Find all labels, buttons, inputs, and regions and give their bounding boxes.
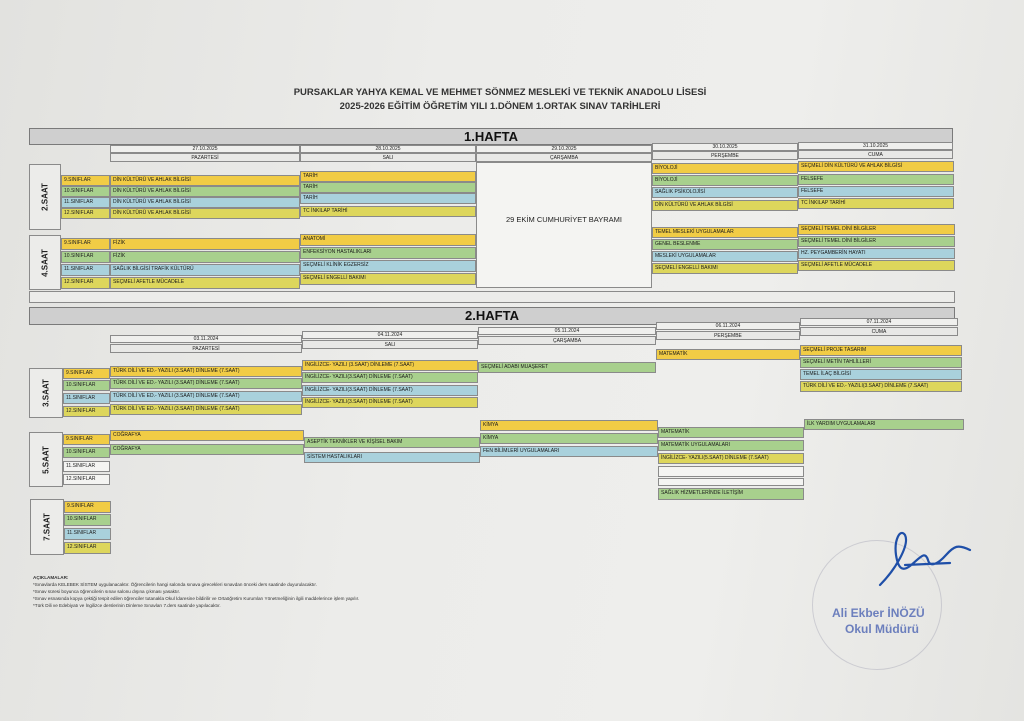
holiday-label: 29 EKİM CUMHURİYET BAYRAMI [506,215,622,224]
week1-date-mon: 27.10.2025 [110,145,300,153]
school-title: PURSAKLAR YAHYA KEMAL VE MEHMET SÖNMEZ MESLEKİ VE TEKNİK ANADOLU LİSESİ [293,87,707,98]
exam-cell: FİZİK [110,251,300,263]
principal-role: Okul Müdürü [845,622,919,636]
exam-cell: İNGİLİZCE- YAZILI(3.SAAT) DİNLEME (7.SAAT) [302,372,478,383]
exam-cell: SEÇMELİ AFETLE MÜCADELE [798,260,955,271]
exam-cell: İNGİLİZCE- YAZILI (3.SAAT) DİNLEME (7.SAAT) [302,360,478,371]
exam-subtitle: 2025-2026 EĞİTİM ÖĞRETİM YILI 1.DÖNEM 1.ORTAK SINAV TARİHLERİ [339,101,661,112]
exam-cell: TÜRK DİLİ VE ED.- YAZILI (3.SAAT) DİNLEME (7.SAAT) [110,391,302,402]
note-line: *Sınav esnasında kopya çektiği tespit edilen öğrenciler tutanakla Okul İdaresine bildirilir ve Ortaöğretim Kurumları Yönetmeliğinin ilgili maddelerince işlem yapılır. [33,596,360,601]
exam-cell: SEÇMELİ ENGELLİ BAKIMI [652,263,798,274]
week2-7saat-label: 7.SAAT [30,499,64,555]
exam-cell: COĞRAFYA [110,430,304,441]
week2-day-mon: PAZARTESİ [110,344,302,353]
week2-date-tue: 04.11.2024 [302,331,478,339]
exam-cell: BİYOLOJİ [652,175,798,186]
exam-cell: MESLEKİ UYGULAMALAR [652,251,798,262]
exam-cell: ANATOMİ [300,234,476,246]
class-label: 12.SINIFLAR [61,277,110,289]
class-label: 9.SINIFLAR [64,501,111,513]
week2-5saat-label: 5.SAAT [29,432,63,487]
exam-cell: SEÇMELİ PROJE TASARIM [800,345,962,356]
week2-title: 2.HAFTA [29,307,955,325]
exam-cell: TEMEL MESLEKİ UYGULAMALAR [652,227,798,238]
class-label: 9.SINIFLAR [63,368,110,379]
exam-cell: ENFEKSİYON HASTALIKLARI [300,247,476,259]
week1-title: 1.HAFTA [29,128,953,145]
exam-cell: TÜRK DİLİ VE ED.- YAZILI(3.SAAT) DİNLEME (7.SAAT) [800,381,962,392]
exam-cell: DİN KÜLTÜRÜ VE AHLAK BİLGİSİ [110,175,300,186]
class-label: 10.SINIFLAR [63,380,110,391]
class-label: 12.SINIFLAR [61,208,110,219]
exam-cell: TÜRK DİLİ VE ED.- YAZILI (3.SAAT) DİNLEME (7.SAAT) [110,366,302,377]
week1-date-thu: 30.10.2025 [652,143,798,151]
week2-date-wed: 05.11.2024 [478,327,656,335]
exam-cell: SEÇMELİ AFETLE MÜCADELE [110,277,300,289]
exam-cell: FEN BİLİMLERİ UYGULAMALARI [480,446,658,457]
exam-cell: SEÇMELİ TEMEL DİNİ BİLGİLER [798,236,955,247]
week1-day-tue: SALI [300,153,476,162]
week1-day-thu: PERŞEMBE [652,151,798,160]
exam-cell: SAĞLIK BİLGİSİ TRAFİK KÜLTÜRÜ [110,264,300,276]
exam-cell: İNGİLİZCE- YAZILI(3.SAAT) DİNLEME (7.SAAT) [302,397,478,408]
week1-date-wed: 29.10.2025 [476,145,652,153]
class-label: 12.SINIFLAR [64,542,111,554]
exam-cell: DİN KÜLTÜRÜ VE AHLAK BİLGİSİ [110,186,300,197]
week2-day-thu: PERŞEMBE [656,331,800,340]
week2-3saat-label: 3.SAAT [29,368,63,418]
exam-cell: İNGİLİZCE- YAZILI(3.SAAT) DİNLEME (7.SAAT) [302,385,478,396]
holiday-block [476,162,652,288]
note-line: *Türk Dili ve Edebiyatı ve İngilizce derslerinin Dinleme Sınavları 7.ders saatinde yapılacaktır. [33,603,221,608]
note-line: *Sınav süresi boyunca öğrencilerin sınav salonu dışına çıkması yasaktır. [33,589,181,594]
class-label: 9.SINIFLAR [63,434,110,445]
notes-heading: AÇIKLAMALAR: [33,575,69,580]
class-label: 10.SINIFLAR [61,251,110,263]
exam-cell: HZ. PEYGAMBERİN HAYATI [798,248,955,259]
exam-cell-empty [658,466,804,477]
exam-cell: DİN KÜLTÜRÜ VE AHLAK BİLGİSİ [110,197,300,208]
exam-cell-empty [658,478,804,486]
class-label: 11.SINIFLAR [61,264,110,276]
exam-cell: TÜRK DİLİ VE ED.- YAZILI (3.SAAT) DİNLEME (7.SAAT) [110,378,302,389]
exam-cell: SEÇMELİ METİN TAHLİLLERİ [800,357,962,368]
exam-cell: TC İNKILAP TARİHİ [798,198,954,209]
week2-day-tue: SALI [302,340,478,349]
exam-cell: SEÇMELİ KLİNİK EGZERSİZ [300,260,476,272]
class-label: 10.SINIFLAR [64,514,111,526]
exam-cell: KİMYA [480,420,658,431]
week2-day-fri: CUMA [800,327,958,336]
week2-date-thu: 06.11.2024 [656,322,800,330]
exam-cell: SAĞLIK HİZMETLERİNDE İLETİŞİM [658,488,804,500]
exam-cell: MATEMATİK UYGULAMALARI [658,440,804,451]
class-label: 12.SINIFLAR [63,474,110,485]
class-label: 12.SINIFLAR [63,406,110,417]
class-label: 11.SINIFLAR [63,461,110,472]
week1-day-fri: CUMA [798,150,953,159]
notes [33,574,593,609]
exam-cell: TARİH [300,182,476,193]
exam-cell: GENEL BESLENME [652,239,798,250]
exam-cell: FİZİK [110,238,300,250]
week1-day-wed: ÇARŞAMBA [476,153,652,162]
principal-name: Ali Ekber İNÖZÜ [832,606,925,620]
week1-date-tue: 28.10.2025 [300,145,476,153]
exam-cell: İNGİLİZCE- YAZILI(5.SAAT) DİNLEME (7.SAAT) [658,453,804,464]
class-label: 11.SINIFLAR [64,528,111,540]
exam-cell: İLK YARDIM UYGULAMALARI [804,419,964,430]
exam-cell: FELSEFE [798,174,954,185]
class-label: 11.SINIFLAR [61,197,110,208]
class-label: 9.SINIFLAR [61,238,110,250]
exam-cell: FELSEFE [798,186,954,197]
exam-cell: SAĞLIK PSİKOLOJİSİ [652,187,798,198]
week1-4saat-label: 4.SAAT [29,235,61,290]
week2-date-mon: 03.11.2024 [110,335,302,343]
exam-cell: TC İNKILAP TARİHİ [300,206,476,217]
exam-cell: COĞRAFYA [110,444,304,455]
exam-cell: KİMYA [480,433,658,444]
exam-cell: ASEPTİK TEKNİKLER VE KİŞİSEL BAKIM [304,437,480,448]
class-label: 9.SINIFLAR [61,175,110,186]
exam-cell: SEÇMELİ ENGELLİ BAKIMI [300,273,476,285]
class-label: 10.SINIFLAR [63,447,110,458]
week2-day-wed: ÇARŞAMBA [478,336,656,345]
week1-date-fri: 31.10.2025 [798,142,953,150]
exam-cell: MATEMATİK [656,349,800,360]
exam-cell: DİN KÜLTÜRÜ VE AHLAK BİLGİSİ [652,200,798,211]
exam-cell: TARİH [300,171,476,182]
week-separator [29,291,955,303]
exam-cell: TÜRK DİLİ VE ED.- YAZILI (3.SAAT) DİNLEME (7.SAAT) [110,404,302,415]
exam-cell: SİSTEM HASTALIKLARI [304,452,480,463]
exam-cell: SEÇMELİ ADABI MUAŞERET [478,362,656,373]
exam-cell: MATEMATİK [658,427,804,438]
signature-mark [850,520,990,600]
class-label: 11.SINIFLAR [63,393,110,404]
exam-cell: TEMEL İLAÇ BİLGİSİ [800,369,962,380]
exam-cell: SEÇMELİ TEMEL DİNİ BİLGİLER [798,224,955,235]
class-label: 10.SINIFLAR [61,186,110,197]
note-line: *Sınavlarda KELEBEK SİSTEM uygulanacaktır. Öğrencilerin hangi salonda sınava girecekleri sınavdan önceki ders saatinde duyurulacaktır. [33,582,317,587]
week2-date-fri: 07.11.2024 [800,318,958,326]
exam-cell: DİN KÜLTÜRÜ VE AHLAK BİLGİSİ [110,208,300,219]
exam-cell: SEÇMELİ DİN KÜLTÜRÜ VE AHLAK BİLGİSİ [798,161,954,172]
exam-cell: BİYOLOJİ [652,163,798,174]
week1-day-mon: PAZARTESİ [110,153,300,162]
week1-2saat-label: 2.SAAT [29,164,61,230]
exam-cell: TARİH [300,193,476,204]
